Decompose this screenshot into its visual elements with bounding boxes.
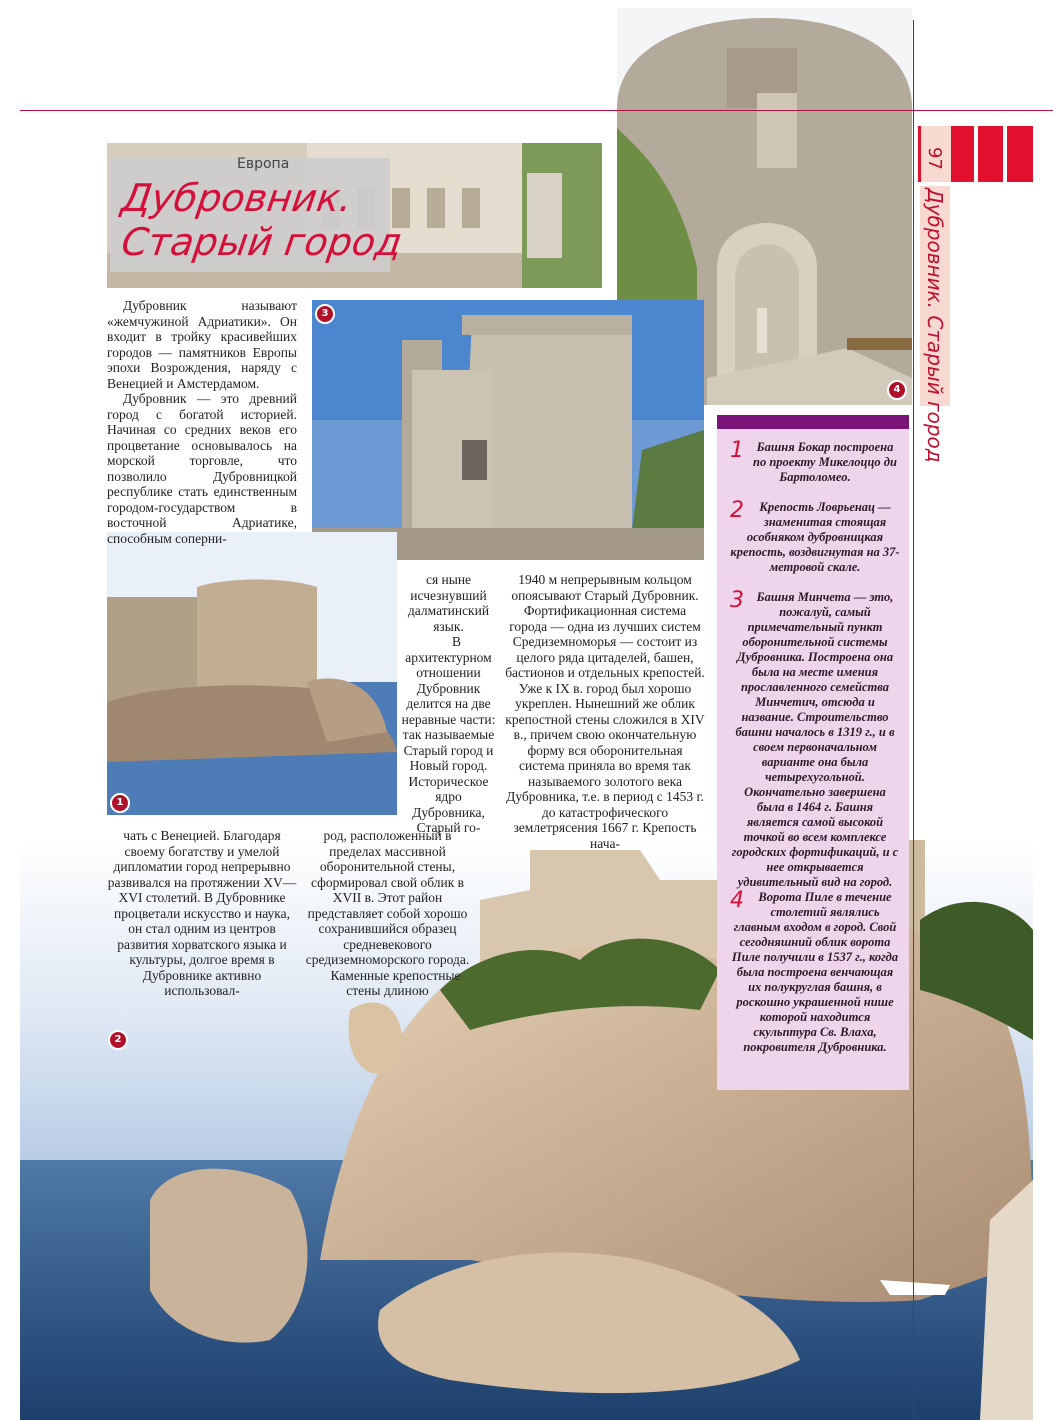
caption-1 <box>730 440 900 485</box>
caption-number: 2 <box>730 498 744 523</box>
running-head: Дубровник. Старый город <box>920 186 950 406</box>
caption-text: Башня Минчета — это, пожалуй, самый примечательный пункт оборонительной системы Дубровника. Построена она была на месте имения прославленного семейства Минчетич, отсюда и название. Строительство башни началось в 1319 г., и в своем первоначальном варианте она была четырехугольной. Окончательно завершена была в 1464 г. Башня является самой высокой точкой во всем комплексе городских фортификаций, и с нее открывается удивительный вид на город. <box>731 590 899 889</box>
section-label: Европа <box>237 156 290 172</box>
page-title-line1: Дубровник. <box>118 176 356 220</box>
article-column-4 <box>107 828 297 999</box>
article-column-2 <box>400 572 497 836</box>
photo-minceta-tower <box>312 300 704 560</box>
photo-bokar-tower <box>107 532 397 815</box>
sidebar-top-bar <box>717 415 909 429</box>
caption-3 <box>730 590 900 890</box>
caption-text: Ворота Пиле в течение столетий являлись главным входом в город. Свой сегодняшний облик ворота Пиле получили в 1537 г., когда была построена венчающая их полукруглая башня, в роскошно украшенной нише которой находится скульптура Св. Влаха, покровителя Дубровника. <box>731 890 899 1054</box>
paragraph: ся ныне исчезнувший далматинский язык. <box>407 572 490 634</box>
article-column-5 <box>300 828 475 999</box>
photo-badge-2: 2 <box>108 1030 128 1050</box>
article-column-3 <box>505 572 705 851</box>
paragraph: род, расположенный в пределах массивной оборонительной стены, сформировал свой облик в XVII в. Этот район представляет собой хорошо сохранившийся образец средневекового средиземноморского города. <box>305 828 470 967</box>
page-title-line2: Старый город <box>118 220 405 264</box>
caption-4 <box>730 890 900 1055</box>
article-column-1 <box>107 298 297 546</box>
paragraph: 1940 м непрерывным кольцом опоясывают Старый Дубровник. Фортификационная система города — одна из лучших систем Средиземноморья — состоит из целого ряда цитаделей, башен, бастионов и отдельных крепостей. Уже к IX в. город был хорошо укреплен. Нынешний же облик крепостной стены сложился в XIV в., причем свою окончательную форму вся оборонительная система приняла во время так называемого золотого века Дубровника, т.е. в период с 1453 г. до катастрофического землетрясения 1667 г. Крепость нача- <box>505 572 705 851</box>
caption-2 <box>730 500 900 575</box>
paragraph: Дубровник — это древний город с богатой историей. Начиная со средних веков его процветание основывалось на морской торговле, что позволило Дубровницкой республике стать единственным городом-государством в восточной Адриатике, способным соперни- <box>107 391 297 546</box>
margin-rule <box>913 20 914 1420</box>
caption-text: Башня Бокар построена по проекту Микелоццо ди Бартоломео. <box>753 440 897 484</box>
caption-text: Крепость Ловрьенац — знаменитая стоящая особняком дубровницкая крепость, воздвигнутая на 37-метровой скале. <box>730 500 900 574</box>
photo-badge-4: 4 <box>887 380 907 400</box>
caption-number: 1 <box>730 438 744 463</box>
paragraph: В архитектурном отношении Дубровник делится на две неравные части: так называемые Старый город и Новый город. Историческое ядро Дубровника, Старый го- <box>401 634 496 835</box>
paragraph: чать с Венецией. Благодаря своему богатству и умелой дипломатии город непрерывно развивался на протяжении XV—XVI столетий. В Дубровнике процветали искусство и наука, он стал одним из центров развития хорватского языка и культуры, долгое время в Дубровнике активно использовал- <box>107 828 297 998</box>
photo-badge-1: 1 <box>110 793 130 813</box>
caption-number: 3 <box>730 588 744 613</box>
header-rule <box>20 110 1053 111</box>
caption-number: 4 <box>730 888 744 913</box>
paragraph: Дубровник называют «жемчужиной Адриатики». Он входит в тройку красивейших городов — памятников Европы эпохи Возрождения, наряду с Венецией и Амстердамом. <box>107 298 297 391</box>
paragraph: Каменные крепостные стены длиною <box>330 967 461 998</box>
page-number: 97 <box>921 126 951 182</box>
photo-badge-3: 3 <box>315 304 335 324</box>
